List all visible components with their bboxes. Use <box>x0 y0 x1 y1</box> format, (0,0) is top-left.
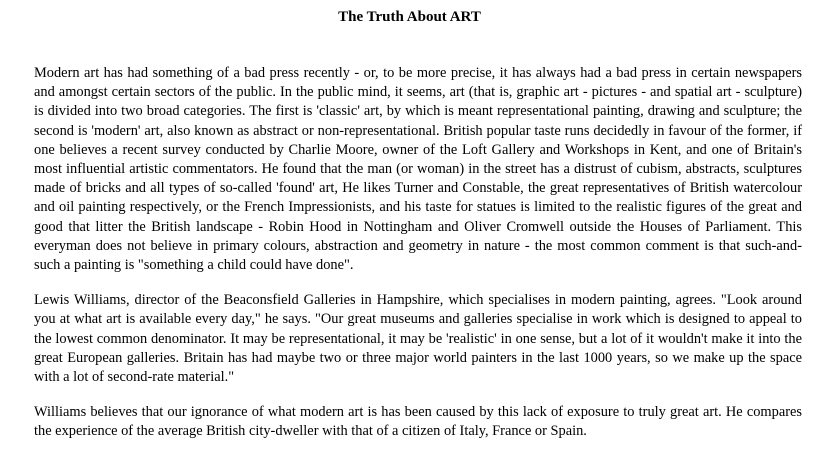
document-body <box>34 64 802 458</box>
paragraph-2: Lewis Williams, director of the Beaconsfield Galleries in Hampshire, which specialises in modern painting, agrees. "Look around you at what art is available every day," he says. "Our great museums and galleries specialise in work which is designed to appeal to the lowest common denominator. It may be representational, it may be 'realistic' in one sense, but a lot of it wouldn't make it into the great European galleries. Britain has had maybe two or three major world painters in the last 1000 years, so we make up the space with a lot of second-rate material." <box>34 292 802 386</box>
paragraph-1: Modern art has had something of a bad press recently - or, to be more precise, it has always had a bad press in certain newspapers and amongst certain sectors of the public. In the public mind, it seems, art (that is, graphic art - pictures - and spatial art - sculpture) is divided into two broad categories. The first is 'classic' art, by which is meant representational painting, drawing and sculpture; the second is 'modern' art, also known as abstract or non-representational. British popular taste runs decidedly in favour of the former, if one believes a recent survey conducted by Charlie Moore, owner of the Loft Gallery and Workshops in Kent, and one of Britain's most influential artistic commentators. He found that the man (or woman) in the street has a distrust of cubism, abstracts, sculptures made of bricks and all types of so-called 'found' art, He likes Turner and Constable, the great representatives of British watercolour and oil painting respectively, or the French Impressionists, and his taste for statues is limited to the realistic figures of the great and good that litter the British landscape - Robin Hood in Nottingham and Oliver Cromwell outside the Houses of Parliament. This everyman does not believe in primary colours, abstraction and geometry in nature - the most common comment is that such-and-such a painting is "something a child could have done". <box>34 65 802 274</box>
document-title: The Truth About ART <box>338 9 481 25</box>
paragraph-3: Williams believes that our ignorance of what modern art is has been caused by this lack of exposure to truly great art. He compares the experience of the average British city-dweller with that of a citizen of Italy, France or Spain. <box>34 404 802 440</box>
